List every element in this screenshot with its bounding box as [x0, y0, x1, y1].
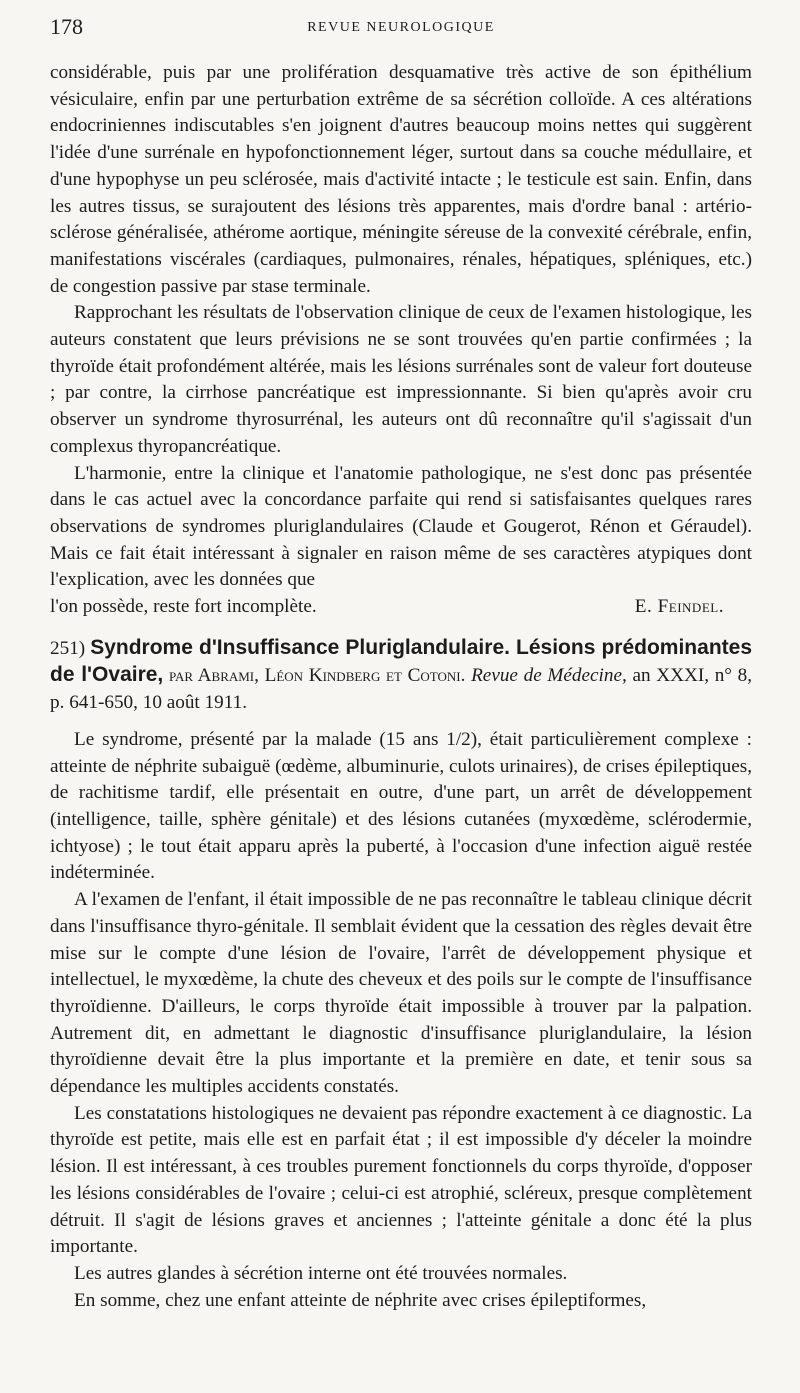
paragraph: Rapprochant les résultats de l'observation clinique de ceux de l'examen histologique, les auteurs constatent que leurs prévisions ne se sont trouvées qu'en partie confirmées ; la thyroïde était profondément altérée, mais les lésions surrénales sont de valeur fort douteuse ; par contre, la cirrhose pancréatique est impressionnante. Si bien qu'après avoir cru observer un syndrome thyrosurrénal, les auteurs ont dû reconnaître qu'il s'agissait d'un complexus thyropancréatique.	[50, 302, 752, 457]
paragraph: L'harmonie, entre la clinique et l'anatomie pathologique, ne s'est donc pas présentée dans le cas actuel avec la concordance parfaite qui rend si satisfaisantes quelques rares observations de syndromes pluriglandulaires (Claude et Gougerot, Rénon et Géraudel). Mais ce fait était intéressant à signaler en raison même de ses caractères atypiques dont l'explication, avec les données que	[50, 462, 752, 591]
paragraph: Les autres glandes à sécrétion interne ont été trouvées normales.	[74, 1262, 568, 1284]
paragraph: Le syndrome, présenté par la malade (15 ans 1/2), était particulièrement complexe : atteinte de néphrite subaiguë (œdème, albuminurie, culots urinaires), de crises épileptiques, de rachitisme tardif, elle présentait en outre, d'une part, un arrêt de développement (intelligence, taille, sphère génitale) et des lésions cutanées (myxœdème, sclérodermie, ichtyose) ; le tout était apparu après la puberté, à l'occasion d'une infection aiguë restée indéterminée.	[50, 728, 752, 884]
paragraph: Les constatations histologiques ne devaient pas répondre exactement à ce diagnostic. La thyroïde est petite, mais elle est en parfait état ; il est impossible d'y déceler la moindre lésion. Il est intéressant, à ces troubles purement fonctionnels du corps thyroïde, d'opposer les lésions considérables de l'ovaire ; celui-ci est atrophié, scléreux, presque complètement détruit. Il s'agit de lésions graves et anciennes ; l'atteinte génitale a donc été la plus importante.	[50, 1102, 752, 1258]
page-number: 178	[50, 14, 83, 39]
running-head	[50, 8, 752, 48]
signature-line	[50, 594, 752, 621]
paragraph-last-line: l'on possède, reste fort incomplète.	[50, 596, 317, 618]
entry-title: Syndrome d'Insuffisance Pluriglandulaire. Lésions prédominantes de l'Ovaire,	[50, 635, 752, 687]
entry-heading	[50, 635, 752, 717]
entry-citation: an XXXI, n° 8, p. 641-650, 10 août 1911.	[50, 665, 753, 714]
paragraph: A l'examen de l'enfant, il était impossible de ne pas reconnaître le tableau clinique décrit dans l'insuffisance thyro-génitale. Il semblait évident que la cessation des règles devait être mise sur le compte d'une lésion de l'ovaire, l'arrêt de développement physique et intellectuel, le myxœdème, la chute des cheveux et des poils sur le compte de l'insuffisance thyroïdienne. D'ailleurs, le corps thyroïde était impossible à trouver par la palpation. Autrement dit, en admettant le diagnostic d'insuffisance pluriglandulaire, la lésion thyroïdienne devait être la plus importante et la première en date, et tenir sous sa dépendance les multiples accidents constatés.	[50, 889, 752, 1098]
journal-title: REVUE NEUROLOGIQUE	[307, 20, 495, 35]
article-body	[50, 60, 752, 1314]
paragraph: considérable, puis par une prolifération desquamative très active de son épithélium vésiculaire, enfin par une perturbation extrême de sa sécrétion colloïde. A ces altérations endocriniennes indiscutables s'en joignent d'autres beaucoup moins nettes qui suggèrent l'idée d'une surrénale en hypofonctionnement léger, surtout dans sa couche médullaire, et d'une hypophyse un peu sclérosée, mais d'activité intacte ; le testicule est sain. Enfin, dans les autres tissus, se surajoutent des lésions très apparentes, mais d'ordre banal : artério-sclérose généralisée, athérome aortique, méningite séreuse de la convexité cérébrale, enfin, manifestations viscérales (cardiaques, pulmonaires, rénales, hépatiques, spléniques, etc.) de congestion passive par stase terminale.	[50, 62, 752, 297]
journal-reference: Revue de Médecine,	[471, 665, 627, 687]
entry-number: 251)	[50, 637, 86, 659]
entry-byline: par Abrami, Léon Kindberg et Cotoni.	[168, 665, 466, 687]
paragraph: En somme, chez une enfant atteinte de néphrite avec crises épileptiformes,	[74, 1289, 647, 1311]
author-signature: E. Feindel.	[634, 596, 724, 618]
